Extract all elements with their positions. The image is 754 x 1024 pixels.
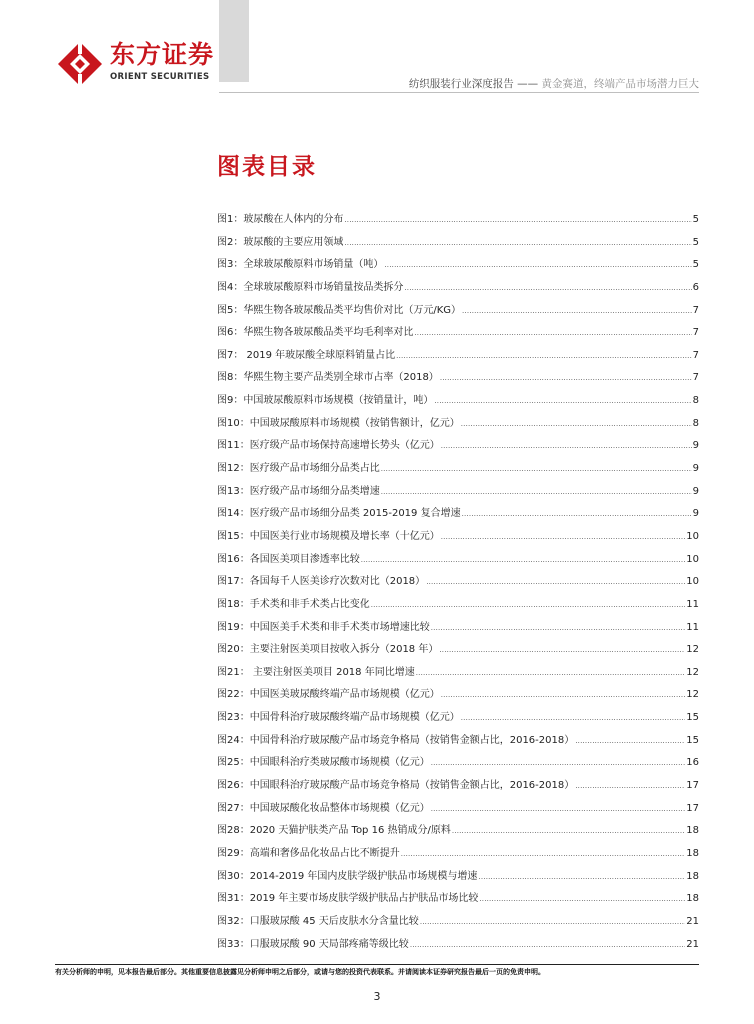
toc-entry[interactable]	[217, 300, 699, 323]
toc-entry[interactable]	[217, 639, 699, 662]
toc-entry-label: 图24：中国骨科治疗玻尿酸产品市场竞争格局（按销售金额占比，2016-2018）	[217, 734, 575, 746]
toc-entry-label: 图32：口服玻尿酸 45 天后皮肤水分含量比较	[217, 915, 419, 927]
toc-entry-page: 21	[686, 938, 699, 950]
toc-leader-dots	[361, 549, 686, 572]
toc-entry-label: 图15：中国医美行业市场规模及增长率（十亿元）	[217, 530, 440, 542]
report-title-main: 纺织服装行业深度报告	[408, 78, 514, 90]
toc-entry-page: 5	[692, 259, 699, 271]
toc-leader-dots	[416, 662, 686, 685]
toc-entry-label: 图20：主要注射医美项目按收入拆分（2018 年）	[217, 644, 439, 656]
toc-entry-label: 图14：医疗级产品市场细分品类 2015-2019 复合增速	[217, 508, 461, 520]
toc-entry[interactable]	[217, 571, 699, 594]
toc-entry-label: 图33：口服玻尿酸 90 天局部疼痛等级比较	[217, 938, 409, 950]
toc-entry-label: 图7： 2019 年玻尿酸全球原料销量占比	[217, 349, 396, 361]
toc-leader-dots	[439, 639, 685, 662]
toc-entry-page: 17	[686, 802, 699, 814]
toc-entry-label: 图16：各国医美项目渗透率比较	[217, 553, 360, 565]
toc-entry-label: 图26：中国眼科治疗玻尿酸产品市场竞争格局（按销售金额占比，2016-2018）	[217, 780, 575, 792]
toc-entry[interactable]	[217, 684, 699, 707]
toc-leader-dots	[461, 413, 692, 436]
toc-entry-page: 6	[692, 281, 699, 293]
toc-entry-page: 9	[692, 463, 699, 475]
toc-entry[interactable]	[217, 503, 699, 526]
toc-leader-dots	[479, 888, 685, 911]
toc-entry-label: 图4：全球玻尿酸原料市场销量按品类拆分	[217, 281, 404, 293]
report-title	[409, 76, 699, 91]
toc-leader-dots	[404, 277, 691, 300]
toc-entry-label: 图17：各国每千人医美诊疗次数对比（2018）	[217, 576, 426, 588]
toc-entry-label: 图22：中国医美玻尿酸终端产品市场规模（亿元）	[217, 689, 440, 701]
toc-entry-page: 12	[686, 689, 699, 701]
toc-entry-page: 10	[686, 553, 699, 565]
toc-entry[interactable]	[217, 934, 699, 957]
toc-leader-dots	[401, 843, 686, 866]
toc-leader-dots	[426, 571, 685, 594]
toc-leader-dots	[575, 730, 685, 753]
toc-leader-dots	[344, 209, 691, 232]
toc-entry-label: 图12：医疗级产品市场细分品类占比	[217, 463, 380, 475]
toc-leader-dots	[575, 775, 685, 798]
toc-entry[interactable]	[217, 549, 699, 572]
toc-entry-page: 15	[686, 734, 699, 746]
toc-entry-page: 17	[686, 780, 699, 792]
toc-entry-page: 16	[686, 757, 699, 769]
toc-entry-page: 7	[692, 372, 699, 384]
toc-entry-label: 图18：手术类和非手术类占比变化	[217, 598, 370, 610]
toc-entry-page: 18	[686, 847, 699, 859]
toc-entry-page: 9	[692, 440, 699, 452]
brand-name-en: ORIENT SECURITIES	[110, 72, 210, 82]
toc-entry-page: 7	[692, 304, 699, 316]
toc-entry-label: 图9：中国玻尿酸原料市场规模（按销量计，吨）	[217, 395, 434, 407]
toc-heading: 图表目录	[217, 154, 317, 180]
toc-leader-dots	[462, 300, 692, 323]
toc-entry-page: 15	[686, 712, 699, 724]
toc-entry-page: 10	[686, 576, 699, 588]
toc-entry-label: 图6：华熙生物各玻尿酸品类平均毛利率对比	[217, 327, 414, 339]
toc-leader-dots	[441, 526, 686, 549]
toc-entry-label: 图13：医疗级产品市场细分品类增速	[217, 485, 380, 497]
toc-entry-label: 图27：中国玻尿酸化妆品整体市场规模（亿元）	[217, 802, 430, 814]
toc-entry-page: 9	[692, 485, 699, 497]
toc-leader-dots	[441, 435, 692, 458]
report-title-subtitle: 黄金赛道，终端产品市场潜力巨大	[541, 78, 699, 90]
toc-entry-page: 8	[692, 417, 699, 429]
toc-leader-dots	[396, 345, 691, 368]
brand-name-cn: 东方证券	[110, 40, 215, 69]
toc-entry-label: 图29：高端和奢侈品化妆品占比不断提升	[217, 847, 400, 859]
toc-entry[interactable]	[217, 413, 699, 436]
toc-entry-label: 图11：医疗级产品市场保持高速增长势头（亿元）	[217, 440, 440, 452]
toc-entry-page: 10	[686, 530, 699, 542]
toc-leader-dots	[434, 390, 691, 413]
toc-leader-dots	[420, 911, 685, 934]
toc-leader-dots	[478, 866, 685, 889]
toc-entry[interactable]	[217, 820, 699, 843]
toc-entry[interactable]	[217, 277, 699, 300]
toc-leader-dots	[431, 752, 686, 775]
toc-entry[interactable]	[217, 390, 699, 413]
footer-divider	[55, 964, 699, 965]
toc-leader-dots	[452, 820, 685, 843]
toc-entry-label: 图28：2020 天猫护肤类产品 Top 16 热销成分/原料	[217, 825, 451, 837]
toc-leader-dots	[431, 617, 686, 640]
toc-entry[interactable]	[217, 707, 699, 730]
toc-entry[interactable]	[217, 775, 699, 798]
toc-leader-dots	[384, 254, 691, 277]
toc-entry-label: 图5：华熙生物各玻尿酸品类平均售价对比（万元/KG）	[217, 304, 462, 316]
toc-entry-page: 7	[692, 327, 699, 339]
toc-entry-label: 图1：玻尿酸在人体内的分布	[217, 214, 344, 225]
toc-entry-label: 图23：中国骨科治疗玻尿酸终端产品市场规模（亿元）	[217, 712, 460, 724]
toc-entry-page: 18	[686, 825, 699, 837]
toc-entry[interactable]	[217, 662, 699, 685]
toc-leader-dots	[462, 503, 692, 526]
toc-entry[interactable]	[217, 752, 699, 775]
toc-entry[interactable]	[217, 345, 699, 368]
toc-leader-dots	[461, 707, 686, 730]
toc-entry-page: 7	[692, 349, 699, 361]
toc-entry[interactable]	[217, 911, 699, 934]
toc-leader-dots	[410, 934, 685, 957]
toc-entry-page: 5	[692, 214, 699, 225]
toc-entry-page: 12	[686, 666, 699, 678]
toc-entry-page: 5	[692, 236, 699, 248]
toc-entry-label: 图3：全球玻尿酸原料市场销量（吨）	[217, 259, 384, 271]
orient-securities-logo-icon	[56, 40, 104, 88]
report-title-separator: ——	[517, 78, 539, 90]
toc-leader-dots	[371, 594, 686, 617]
footer-disclaimer: 有关分析师的申明，见本报告最后部分。其他重要信息披露见分析师申明之后部分，或请与您的投资代表联系。并请阅读本证券研究报告最后一页的免责申明。	[55, 968, 545, 976]
toc-leader-dots	[441, 684, 686, 707]
toc-leader-dots	[414, 322, 691, 345]
toc-leader-dots	[344, 232, 691, 255]
toc-leader-dots	[381, 481, 692, 504]
toc-entry-label: 图19：中国医美手术类和非手术类市场增速比较	[217, 621, 430, 633]
toc-entry[interactable]	[217, 458, 699, 481]
toc-entry[interactable]	[217, 798, 699, 821]
toc-entry-page: 18	[686, 870, 699, 882]
header-gray-band	[219, 0, 249, 82]
header-divider	[219, 92, 699, 93]
figure-toc-list	[217, 209, 699, 956]
toc-entry-page: 11	[686, 621, 699, 633]
toc-entry[interactable]	[217, 866, 699, 889]
toc-entry[interactable]	[217, 481, 699, 504]
toc-entry[interactable]	[217, 209, 699, 232]
toc-entry[interactable]	[217, 254, 699, 277]
toc-entry-label: 图30：2014-2019 年国内皮肤学级护肤品市场规模与增速	[217, 870, 478, 882]
toc-entry-label: 图21： 主要注射医美项目 2018 年同比增速	[217, 666, 415, 678]
toc-entry[interactable]	[217, 617, 699, 640]
toc-entry[interactable]	[217, 843, 699, 866]
toc-entry[interactable]	[217, 367, 699, 390]
toc-entry[interactable]	[217, 435, 699, 458]
toc-entry-label: 图8：华熙生物主要产品类别全球市占率（2018）	[217, 372, 439, 384]
toc-entry-page: 12	[686, 644, 699, 656]
toc-leader-dots	[381, 458, 692, 481]
page-number: 3	[373, 990, 381, 1003]
toc-entry-label: 图2：玻尿酸的主要应用领域	[217, 236, 344, 248]
toc-entry[interactable]	[217, 232, 699, 255]
toc-leader-dots	[440, 367, 692, 390]
toc-entry[interactable]	[217, 322, 699, 345]
toc-entry-label: 图25：中国眼科治疗类玻尿酸市场规模（亿元）	[217, 757, 430, 769]
toc-leader-dots	[431, 798, 686, 821]
toc-entry[interactable]	[217, 526, 699, 549]
toc-entry[interactable]	[217, 730, 699, 753]
toc-entry-label: 图31：2019 年主要市场皮肤学级护肤品占护肤品市场比较	[217, 893, 479, 905]
toc-entry-label: 图10：中国玻尿酸原料市场规模（按销售额计，亿元）	[217, 417, 460, 429]
toc-entry-page: 11	[686, 598, 699, 610]
toc-entry-page: 21	[686, 915, 699, 927]
toc-entry-page: 9	[692, 508, 699, 520]
toc-entry-page: 18	[686, 893, 699, 905]
toc-entry-page: 8	[692, 395, 699, 407]
toc-entry[interactable]	[217, 594, 699, 617]
toc-entry[interactable]	[217, 888, 699, 911]
